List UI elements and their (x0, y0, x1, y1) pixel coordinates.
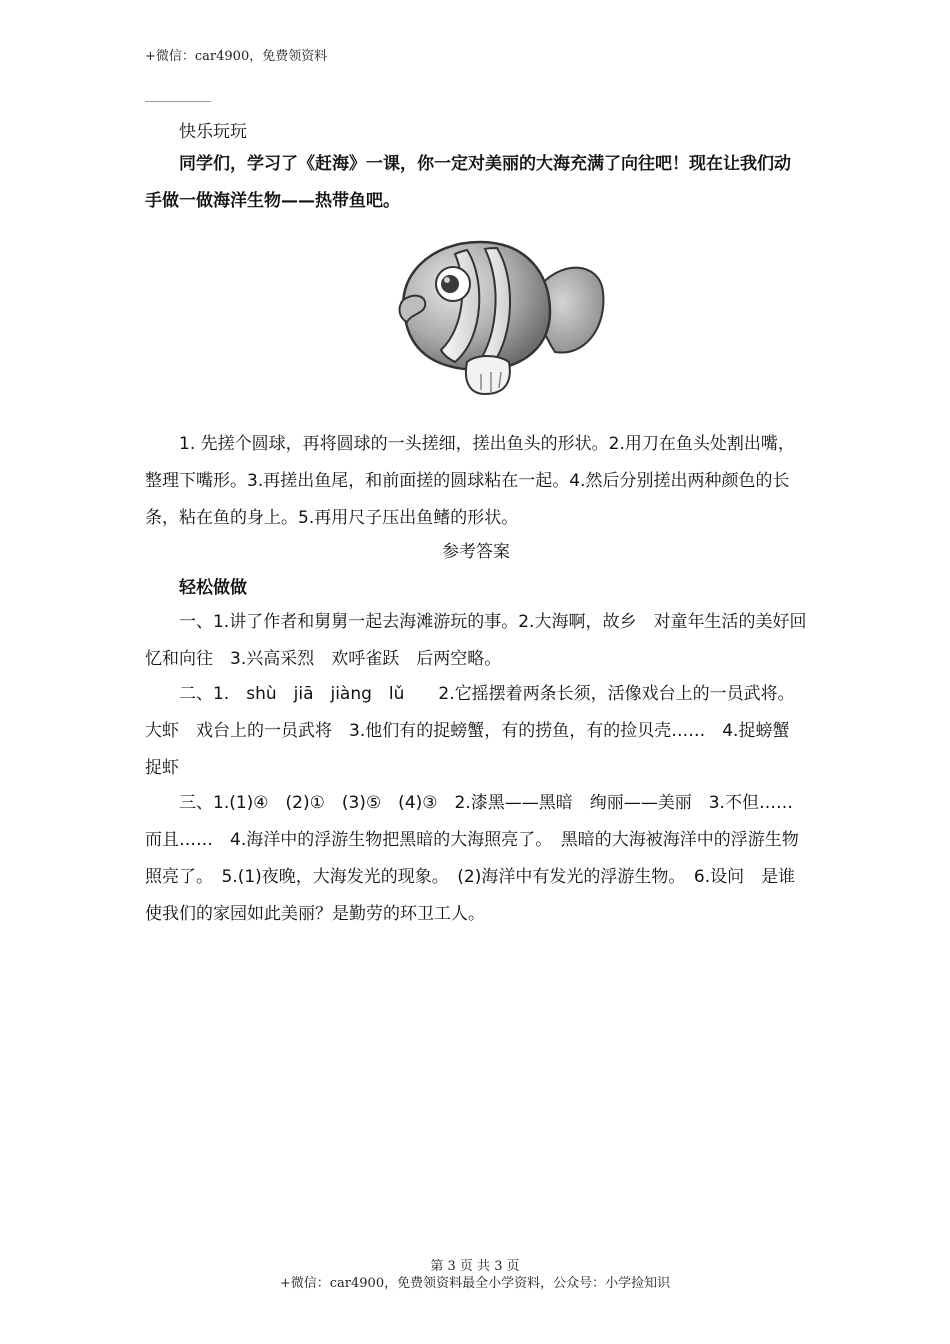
answer-part-3: 三、1.(1)④ (2)① (3)⑤ (4)③ 2.漆黑——黑暗 绚丽——美丽 3.不但……而且…… 4.海洋中的浮游生物把黑暗的大海照亮了。 黑暗的大海被海洋中的浮游生物照亮了。 5.(1)夜晚，大海发光的现象。 (2)海洋中有发光的浮游生物。 6.设问 是谁使我们的家园如此美丽？是勤劳的环卫工人。 (145, 793, 799, 924)
play-steps: 1. 先搓个圆球，再将圆球的一头搓细，搓出鱼头的形状。2.用刀在鱼头处割出嘴，整理下嘴形。3.再搓出鱼尾，和前面搓的圆球粘在一起。4.然后分别搓出两种颜色的长条，粘在鱼的身上。5.再用尺子压出鱼鳍的形状。 (145, 434, 795, 528)
header-divider (145, 101, 211, 102)
section-title-easy: 轻松做做 (179, 578, 247, 598)
section-title-play: 快乐玩玩 (179, 122, 247, 142)
answer-part-1: 一、1.讲了作者和舅舅一起去海滩游玩的事。2.大海啊，故乡 对童年生活的美好回忆和向往 3.兴高采烈 欢呼雀跃 后两空略。 (145, 612, 807, 669)
play-intro: 同学们，学习了《赶海》一课，你一定对美丽的大海充满了向往吧！现在让我们动手做一做海洋生物——热带鱼吧。 (145, 154, 791, 211)
page-number: 第 3 页 共 3 页 (430, 1259, 520, 1274)
tropical-fish-illustration (385, 222, 610, 400)
answer-part-2: 二、1. shù jiā jiàng lǔ 2.它摇摆着两条长须，活像戏台上的一员武将。 大虾 戏台上的一员武将 3.他们有的捉螃蟹，有的捞鱼，有的捡贝壳…… 4.捉螃蟹 捉虾 (145, 684, 807, 778)
page-footer: +微信：car4900，免费领资料最全小学资料，公众号：小学捡知识 (279, 1276, 671, 1291)
page-header: +微信：car4900，免费领资料 (145, 49, 328, 64)
answers-title: 参考答案 (442, 542, 510, 562)
